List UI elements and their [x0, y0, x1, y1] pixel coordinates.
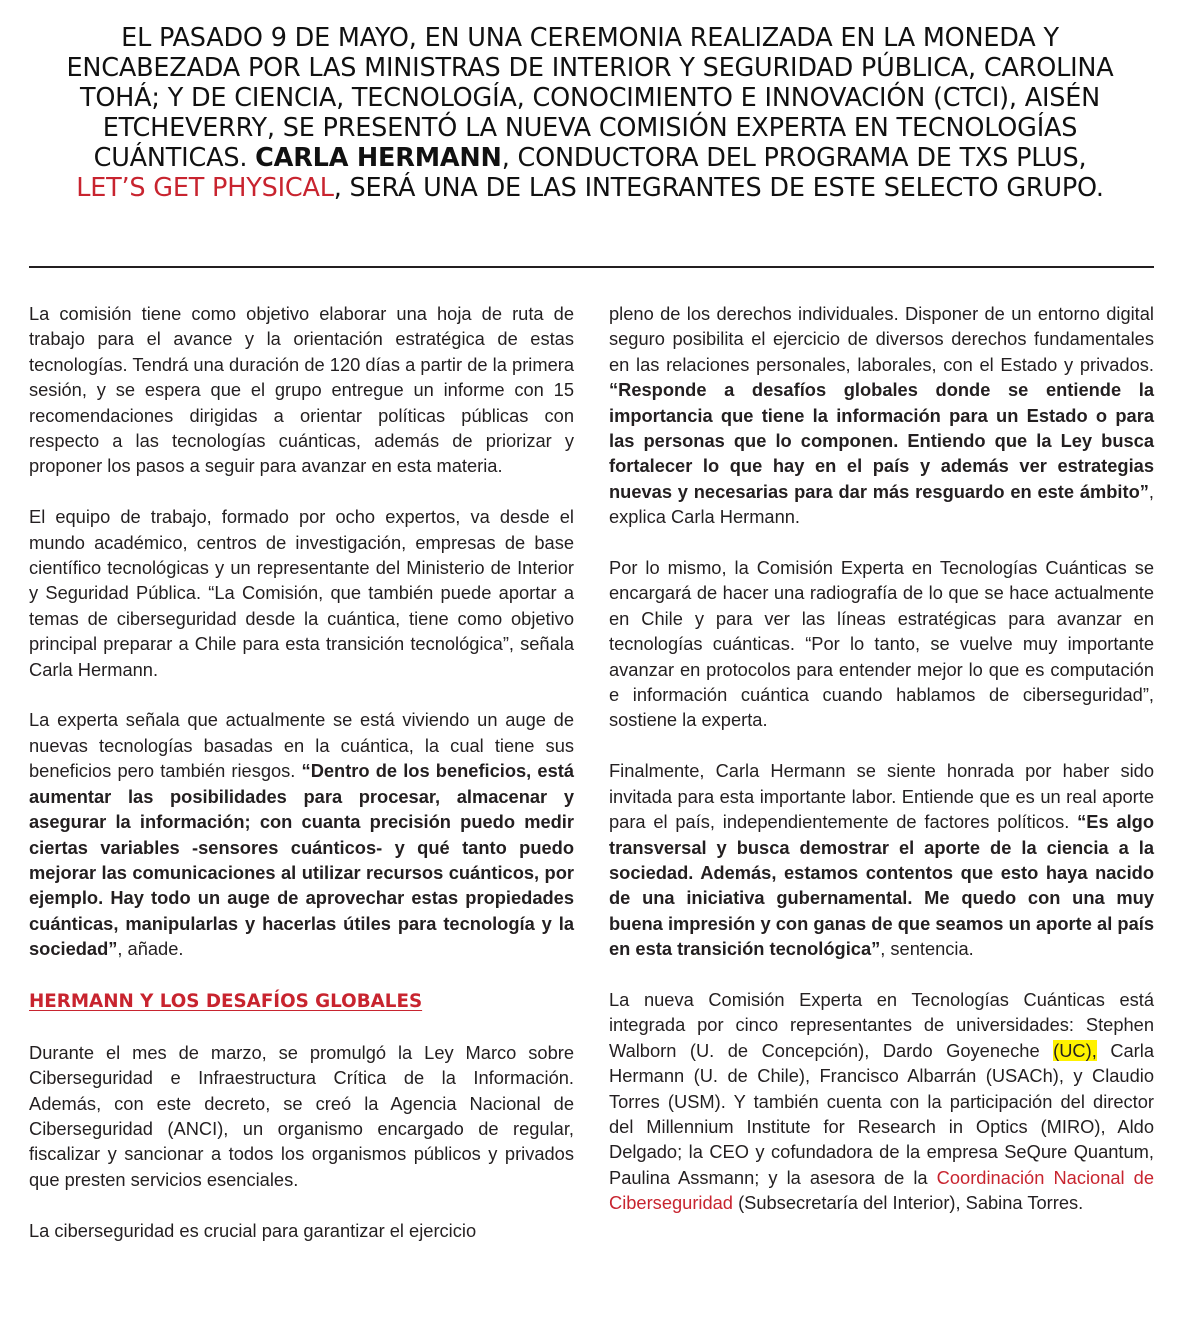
right-p1-end: , explica Carla Hermann. [609, 480, 1154, 528]
right-paragraph-4 [609, 987, 1154, 1216]
right-p4-a: La nueva Comisión Experta en Tecnologías Cuánticas está integrada por cinco representantes de universidades: Stephen Walborn (U. de Concepción), Dardo Goyeneche [609, 988, 1154, 1061]
left-paragraph-4: Durante el mes de marzo, se promulgó la Ley Marco sobre Ciberseguridad e Infraestructura Crítica de la Información. Además, con este decreto, se creó la Agencia Nacional de Ciberseguridad (ANCI), un organismo encargado de regular, fiscalizar y sancionar a todos los organismos públicos y privados que presten servicios esenciales. [29, 1041, 574, 1190]
left-p3-quote: “Dentro de los beneficios, está aumentar las posibilidades para procesar, almacenar y asegurar la información; con cuanta precisión puedo medir ciertas variables -sensores cuánticos- y qué tanto puedo mejorar las comunicaciones al utilizar recursos cuánticos, por ejemplo. Hay todo un auge de aprovechar estas propiedades cuánticas, manipularlas y hacerlas útiles para tecnología y la sociedad” [29, 760, 574, 960]
right-p3-intro: Finalmente, Carla Hermann se siente honrada por haber sido invitada para esta importante labor. Entiende que es un real aporte para el país, independientemente de factores políticos. [609, 760, 1154, 833]
left-paragraph-3 [29, 707, 574, 961]
article-headline [60, 23, 1120, 203]
headline-name: CARLA HERMANN [255, 143, 502, 173]
left-paragraph-2: El equipo de trabajo, formado por ocho expertos, va desde el mundo académico, centros de investigación, empresas de base científico tecnológicas y un representante del Ministerio de Interior y Seguridad Pública. “La Comisión, que también puede aportar a temas de ciberseguridad desde la cuántica, tiene como objetivo principal preparar a Chile para esta transición tecnológica”, señala Carla Hermann. [29, 506, 574, 680]
left-column [29, 301, 574, 1268]
right-p4-c: (Subsecretaría del Interior), Sabina Torres. [732, 1192, 1084, 1214]
right-p3-end: , sentencia. [880, 938, 974, 960]
right-paragraph-3 [609, 758, 1154, 961]
coordinacion-link[interactable]: Coordinación Nacional de Ciberseguridad [609, 1166, 1154, 1214]
right-p3-quote: “Es algo transversal y busca demostrar el aporte de la ciencia a la sociedad. Además, estamos contentos que esto haya nacido de una iniciativa gubernamental. Me quedo con una muy buena impresión y con ganas de que seamos un aporte al país en esta transición tecnológica” [609, 811, 1154, 960]
right-paragraph-1 [609, 301, 1154, 530]
headline-program-name: LET’S GET PHYSICAL [76, 173, 334, 203]
left-p3-end: , añade. [117, 938, 184, 960]
headline-part-2: , CONDUCTORA DEL PROGRAMA DE TXS PLUS, [501, 143, 1087, 173]
left-p3-intro: La experta señala que actualmente se está viviendo un auge de nuevas tecnologías basadas en la cuántica, la cual tiene sus beneficios pero también riesgos. [29, 709, 574, 782]
right-column [609, 301, 1154, 1241]
left-paragraph-1: La comisión tiene como objetivo elaborar una hoja de ruta de trabajo para el avance y la orientación estratégica de estas tecnologías. Tendrá una duración de 120 días a partir de la primera sesión, y se espera que el grupo entregue un informe con 15 recomendaciones dirigidas a orientar políticas públicas con respecto a las tecnologías cuánticas, además de priorizar y proponer los pasos a seguir para avanzar en esta materia. [29, 303, 574, 477]
right-p4-b: Carla Hermann (U. de Chile), Francisco Albarrán (USACh), y Claudio Torres (USM). Y también cuenta con la participación del director del Millennium Institute for Research in Optics (MIRO), Aldo Delgado; la CEO y cofundadora de la empresa SeQure Quantum, Paulina Assmann; y la asesora de la [609, 1039, 1155, 1188]
headline-divider [29, 266, 1154, 268]
section-heading: HERMANN Y LOS DESAFÍOS GLOBALES [29, 990, 423, 1012]
right-p1-intro: pleno de los derechos individuales. Disponer de un entorno digital seguro posibilita el ejercicio de diversos derechos fundamentales en las relaciones personales, laborales, con el Estado y privados. [609, 303, 1154, 375]
right-p1-quote: “Responde a desafíos globales donde se entiende la importancia que tiene la información para un Estado o para las personas que lo componen. Entiendo que la Ley busca fortalecer lo que hay en el país y además ver estrategias nuevas y necesarias para dar más resguardo en este ámbito” [609, 379, 1154, 502]
highlighted-uc: (UC), [1053, 1039, 1097, 1061]
right-paragraph-2: Por lo mismo, la Comisión Experta en Tecnologías Cuánticas se encargará de hacer una radiografía de lo que se hace actualmente en Chile y para ver las líneas estratégicas para avanzar en tecnologías cuánticas. “Por lo tanto, se vuelve muy importante avanzar en protocolos para entender mejor lo que es computación e información cuántica cuando hablamos de ciberseguridad”, sostiene la experta. [609, 557, 1154, 731]
left-paragraph-5: La ciberseguridad es crucial para garantizar el ejercicio [29, 1219, 477, 1241]
headline-part-1: EL PASADO 9 DE MAYO, EN UNA CEREMONIA REALIZADA EN LA MONEDA Y ENCABEZADA POR LAS MINISTRAS DE INTERIOR Y SEGURIDAD PÚBLICA, CAROLINA TOHÁ; Y DE CIENCIA, TECNOLOGÍA, CONOCIMIENTO E INNOVACIÓN (CTCI), AISÉN ETCHEVERRY, SE PRESENTÓ LA NUEVA COMISIÓN EXPERTA EN TECNOLOGÍAS CUÁNTICAS. [66, 23, 1114, 173]
headline-part-3: , SERÁ UNA DE LAS INTEGRANTES DE ESTE SELECTO GRUPO. [333, 173, 1104, 203]
